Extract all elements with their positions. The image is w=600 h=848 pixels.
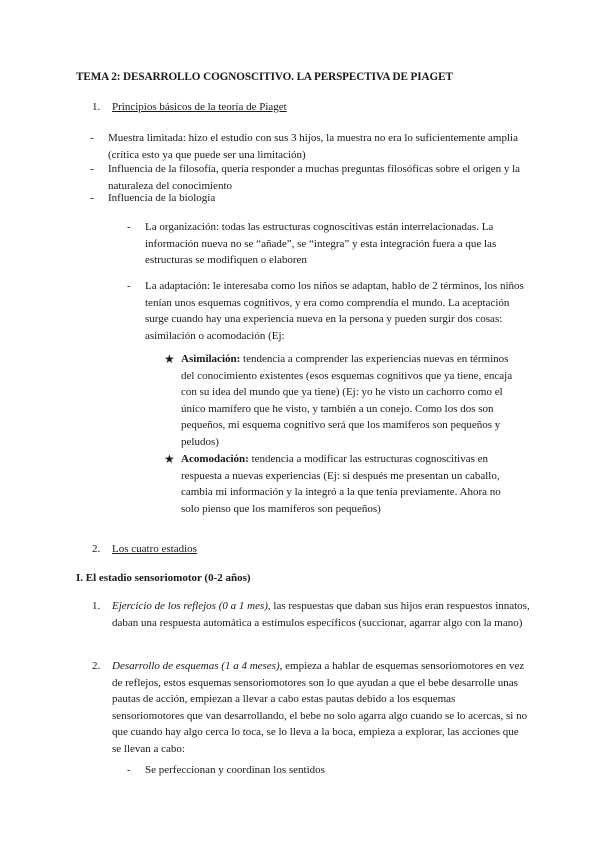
dash-bullet-icon: -	[127, 280, 131, 292]
list-item	[164, 451, 524, 519]
dash-bullet-icon: -	[90, 163, 94, 175]
item-title: Ejercicio de los reflejos (0 a 1 mes)	[112, 600, 268, 612]
list-item	[127, 762, 527, 779]
list-item	[90, 190, 530, 207]
list-item-text: La organización: todas las estructuras cognoscitivas están interrelacionadas. La información nueva no se “añade”, se “integra” y esta integración fuera a que las estructuras se modifiquen o elaboren	[145, 221, 497, 266]
list-item	[164, 351, 524, 448]
dash-bullet-icon: -	[90, 192, 94, 204]
list-item-text: Influencia de la biología	[108, 192, 216, 204]
term-definition: tendencia a modificar las estructuras cognoscitivas en respuesta a nuevas experiencias (Ej: si después me presentan un caballo, cambia mi información y la integró a la que tenía previamente. Ahora no solo pienso que los mamíferos son pequeños)	[181, 453, 501, 515]
dash-bullet-icon: -	[127, 764, 131, 776]
section-number: 2.	[92, 543, 101, 555]
list-item-text: Se perfeccionan y coordinan los sentidos	[145, 764, 325, 776]
stage-heading: I. El estadio sensoriomotor (0-2 años)	[76, 572, 251, 584]
term-label: Asimilación:	[181, 353, 241, 365]
list-item	[92, 598, 532, 648]
term-label: Acomodación:	[181, 453, 249, 465]
star-bullet-icon: ★	[164, 452, 175, 466]
list-item-text	[181, 351, 521, 450]
dash-bullet-icon: -	[90, 132, 94, 144]
list-item-text: La adaptación: le interesaba como los niños se adaptan, hablo de 2 términos, los niños tenían unos esquemas cognitivos, y era como comprendía el mundo. La aceptación surge cuando hay una experiencia nueva en la persona y pueden surgir dos cosas: asimilación o acomodación (Ej:	[145, 280, 524, 342]
item-description: , empieza a hablar de esquemas sensoriomotores en vez de reflejos, estos esquemas sensoriomotores son lo que ayudan a que el bebe desarrolle unas pautas de acción, empiezan a llevar a cabo estas pautas debido a los esquemas sensoriomotores que van desarrollando, el bebe no solo agarra algo cuando se lo acercas, si no que cuando hay algo cerca lo toca, se lo lleva a la boca, empieza a explorar, las acciones que se llevan a cabo:	[112, 660, 528, 755]
term-definition: tendencia a comprender las experiencias nuevas en términos del conocimiento existentes (esos esquemas cognitivos que ya tiene, encaja con su idea del mundo que ya tiene) (Ej: yo he visto un cachorro como el único mamífero que he visto, y también a un conejo. Como los dos son pequeños, mi esquema cognitivo será que los mamíferos son pequeños y peludos)	[181, 353, 513, 448]
list-item-text: Muestra limitada: hizo el estudio con sus 3 hijos, la muestra no era lo suficientemente amplia (crítica esto ya que puede ser una limitación)	[108, 132, 518, 161]
list-item-text	[112, 658, 530, 757]
list-item-text	[181, 451, 521, 517]
star-bullet-icon: ★	[164, 352, 175, 366]
list-item-text: Influencia de la filosofía, quería responder a muchas preguntas filosóficas sobre el origen y la naturaleza del conocimiento	[108, 163, 521, 192]
item-description: , las respuestas que daban sus hijos eran respuestos innatos, daban una respuesta automática a estímulos específicos (succionar, agarrar algo con la mano)	[112, 600, 530, 629]
document-title: TEMA 2: DESARROLLO COGNOSCITIVO. LA PERSPECTIVA DE PIAGET	[76, 71, 453, 83]
section-number: 1.	[92, 101, 101, 113]
list-item	[90, 130, 530, 164]
item-number: 1.	[92, 600, 101, 612]
list-item	[92, 658, 532, 758]
item-title: Desarrollo de esquemas (1 a 4 meses)	[112, 660, 280, 672]
list-item	[127, 219, 527, 269]
section-title: Los cuatro estadios	[112, 543, 197, 555]
dash-bullet-icon: -	[127, 221, 131, 233]
section-title: Principios básicos de la teoría de Piaget	[112, 101, 287, 113]
list-item-text	[112, 598, 530, 631]
list-item	[127, 278, 527, 344]
item-number: 2.	[92, 660, 101, 672]
